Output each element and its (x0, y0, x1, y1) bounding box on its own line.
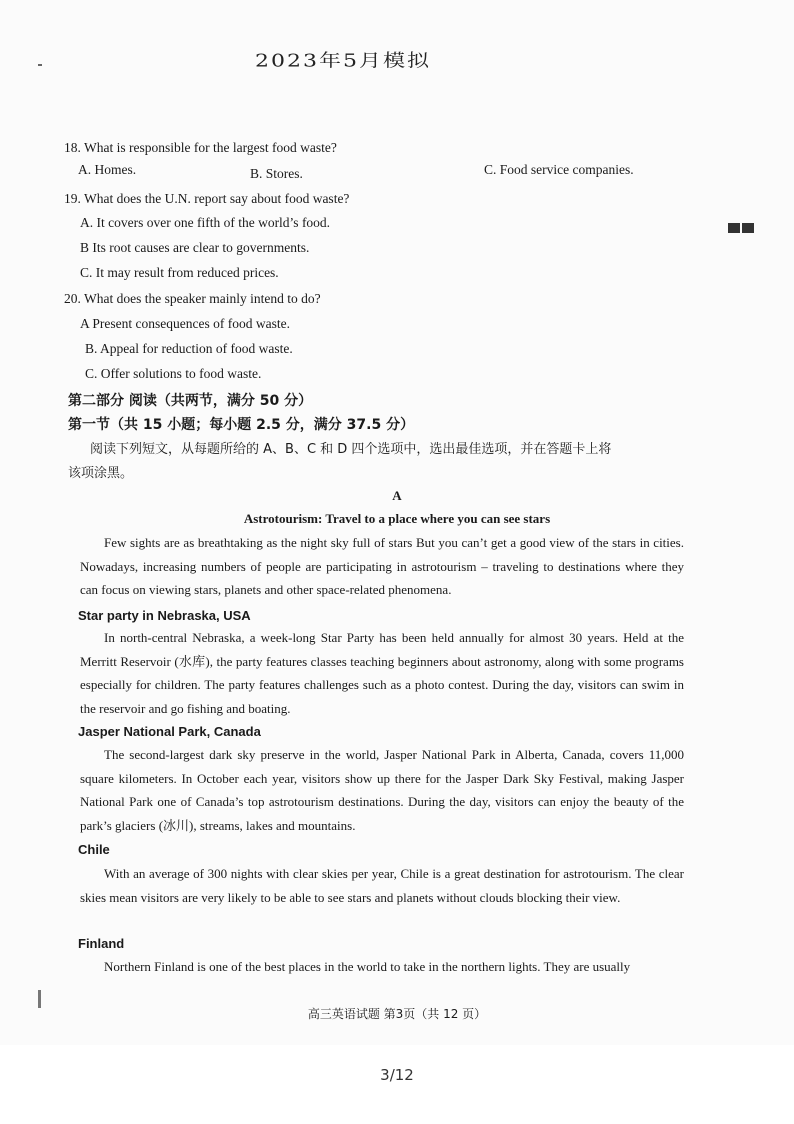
paragraph-chile (80, 862, 684, 909)
paragraph-chile-text: With an average of 300 nights with clear skies per year, Chile is a great destination for astrotourism. The clear skies mean visitors are very likely to be able to see stars and planets without clouds blocking their view. (80, 866, 684, 905)
page-footer: 高三英语试题 第3页（共 12 页） (307, 1007, 487, 1021)
paragraph-nebraska-text: In north-central Nebraska, a week-long Star Party has been held annually for almost 30 years. Held at the Merritt Reservoir (水库), the party features classes teaching beginners about astronomy, along with some programs especially for children. The party features challenges such as a photo contest. During the day, visitors can swim in the reservoir and go fishing and boating. (80, 630, 684, 716)
heading-finland: Finland (78, 936, 125, 951)
paragraph-nebraska (80, 626, 684, 720)
q20-option-b: B. Appeal for reduction of food waste. (85, 341, 293, 356)
passage-intro-text: Few sights are as breathtaking as the night sky full of stars But you can’t get a good view of the stars in cities. Nowadays, increasing numbers of people are participating in astrotourism – traveling to destinations where they can focus on viewing stars, planets and other space-related phenomena. (80, 535, 684, 598)
margin-marks (728, 220, 756, 238)
page-number: 3/12 (380, 1066, 414, 1084)
q19-option-b: B Its root causes are clear to governments. (80, 240, 310, 255)
paragraph-jasper-text: The second-largest dark sky preserve in the world, Jasper National Park in Alberta, Canada, covers 11,000 square kilometers. In October each year, visitors show up there for the Jasper Dark Sky Festival, making Jasper National Park one of Canada’s top astrotourism destinations. During the day, visitors can enjoy the beauty of the park’s glaciers (冰川), streams, lakes and mountains. (80, 747, 684, 833)
heading-nebraska: Star party in Nebraska, USA (78, 608, 251, 623)
q18-option-b: B. Stores. (250, 166, 303, 181)
instruction-line-2: 该项涂黑。 (68, 466, 134, 481)
q18-option-c: C. Food service companies. (484, 162, 634, 177)
paragraph-finland (80, 955, 684, 979)
section-subtitle: 第一节（共 15 小题；每小题 2.5 分，满分 37.5 分） (68, 417, 415, 433)
scan-speck (38, 64, 42, 66)
instruction-line-1: 阅读下列短文，从每题所给的 A、B、C 和 D 四个选项中，选出最佳选项，并在答题卡上将 (90, 442, 612, 457)
question-19: 19. What does the U.N. report say about food waste? (64, 191, 350, 206)
handwritten-header: 2023年5月模拟 (255, 51, 431, 72)
q18-option-a: A. Homes. (78, 162, 137, 177)
q19-option-a: A. It covers over one fifth of the world’s food. (80, 215, 331, 230)
question-18: 18. What is responsible for the largest food waste? (64, 140, 337, 155)
q20-option-c: C. Offer solutions to food waste. (85, 366, 262, 381)
part-title: 第二部分 阅读（共两节，满分 50 分） (68, 393, 313, 409)
passage-title: Astrotourism: Travel to a place where you can see stars (243, 511, 551, 526)
passage-intro (80, 531, 684, 602)
passage-letter: A (392, 488, 402, 503)
heading-chile: Chile (78, 842, 110, 857)
q20-option-a: A Present consequences of food waste. (80, 316, 290, 331)
heading-jasper: Jasper National Park, Canada (78, 724, 261, 739)
paragraph-jasper (80, 743, 684, 837)
q19-option-c: C. It may result from reduced prices. (80, 265, 279, 280)
paragraph-finland-text: Northern Finland is one of the best places in the world to take in the northern lights. They are usually (104, 959, 631, 974)
question-20: 20. What does the speaker mainly intend to do? (64, 291, 321, 306)
